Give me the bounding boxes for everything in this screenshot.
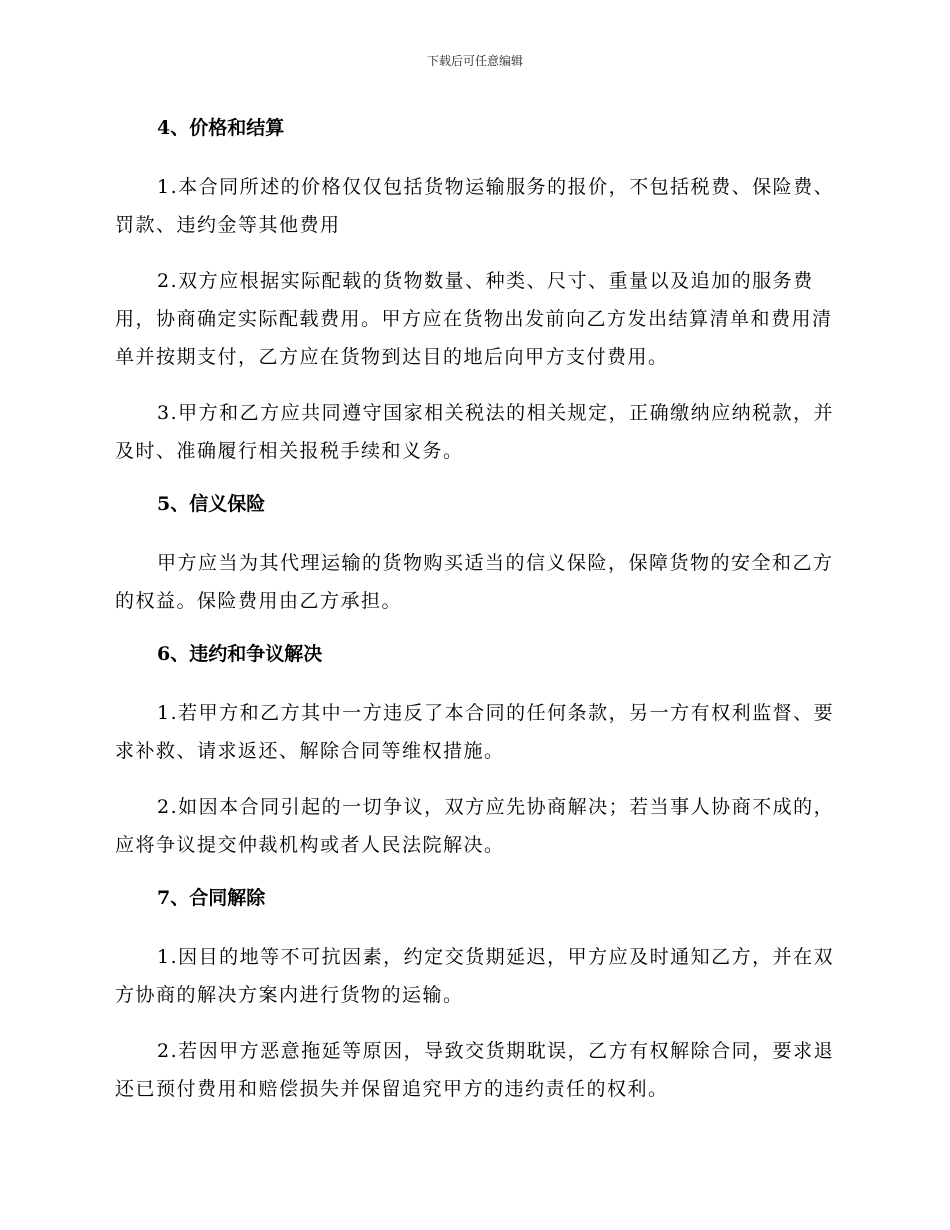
paragraph: 1.若甲方和乙方其中一方违反了本合同的任何条款，另一方有权利监督、要求补救、请求返还、解除合同等维权措施。 xyxy=(115,702,835,762)
paragraph: 1.因目的地等不可抗因素，约定交货期延迟，甲方应及时通知乙方，并在双方协商的解决方案内进行货物的运输。 xyxy=(115,946,835,1006)
section-heading-insurance: 5、信义保险 xyxy=(157,493,266,515)
paragraph: 2.双方应根据实际配载的货物数量、种类、尺寸、重量以及追加的服务费用，协商确定实际配载费用。甲方应在货物出发前向乙方发出结算清单和费用清单并按期支付，乙方应在货物到达目的地后向甲方支付费用。 xyxy=(115,270,833,368)
paragraph: 2.若因甲方恶意拖延等原因，导致交货期耽误，乙方有权解除合同，要求退还已预付费用和赔偿损失并保留追究甲方的违约责任的权利。 xyxy=(115,1040,835,1100)
section-heading-termination: 7、合同解除 xyxy=(157,887,266,909)
paragraph: 2.如因本合同引起的一切争议，双方应先协商解决；若当事人协商不成的，应将争议提交仲裁机构或者人民法院解决。 xyxy=(115,796,835,856)
paragraph: 甲方应当为其代理运输的货物购买适当的信义保险，保障货物的安全和乙方的权益。保险费用由乙方承担。 xyxy=(115,552,834,612)
section-heading-breach-dispute: 6、违约和争议解决 xyxy=(157,643,323,665)
paragraph: 3.甲方和乙方应共同遵守国家相关税法的相关规定，正确缴纳应纳税款，并及时、准确履行相关报税手续和义务。 xyxy=(115,402,835,462)
paragraph: 1.本合同所述的价格仅仅包括货物运输服务的报价，不包括税费、保险费、罚款、违约金等其他费用 xyxy=(115,176,835,236)
document-body xyxy=(115,112,835,1126)
page-header: 下载后可任意编辑 xyxy=(426,54,523,68)
section-heading-price-settlement: 4、价格和结算 xyxy=(157,117,285,139)
